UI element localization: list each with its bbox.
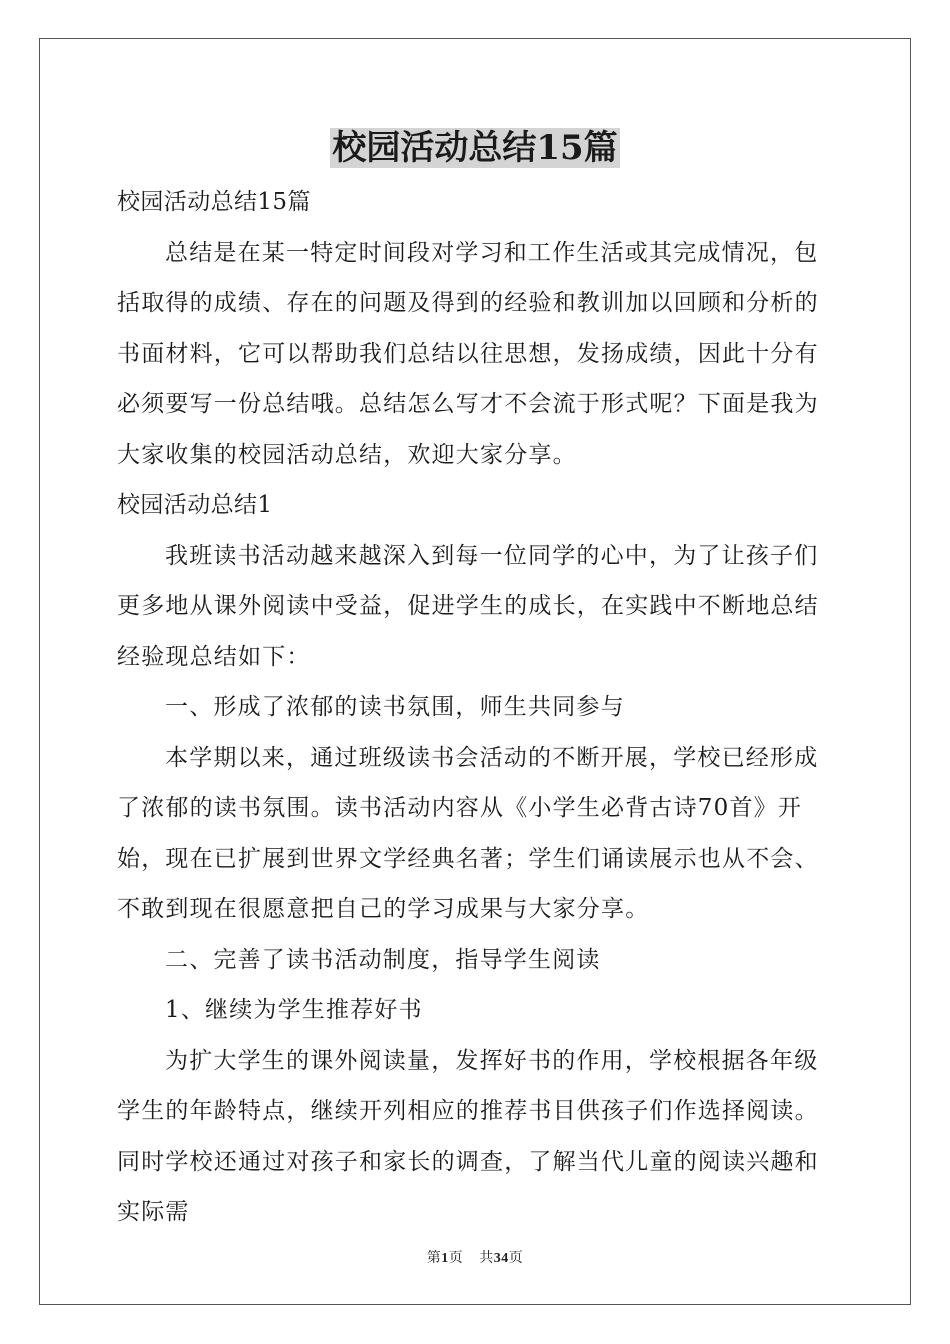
page-footer — [0, 1247, 950, 1267]
document-title-text: 校园活动总结15篇 — [332, 128, 618, 168]
subtitle-paragraph: 校园活动总结15篇 — [117, 189, 311, 215]
page-suffix: 页 — [448, 1251, 464, 1266]
body-paragraph: 本学期以来，通过班级读书会活动的不断开展，学校已经形成了浓郁的读书氛围。读书活动内容从《小学生必背古诗70首》开始，现在已扩展到世界文学经典名著；学生们诵读展示也从不会、不敢到现在很愿意把自己的学习成果与大家分享。 — [117, 744, 819, 922]
total-suffix: 页 — [508, 1251, 524, 1266]
document-body — [117, 177, 833, 1238]
total-pages: 34 — [493, 1251, 509, 1266]
total-prefix: 共 — [479, 1251, 494, 1266]
subheading-paragraph: 一、形成了浓郁的读书氛围，师生共同参与 — [165, 694, 625, 720]
page-number: 1 — [441, 1251, 449, 1266]
intro-paragraph: 总结是在某一特定时间段对学习和工作生活或其完成情况，包括取得的成绩、存在的问题及得到的经验和教训加以回顾和分析的书面材料，它可以帮助我们总结以往思想，发扬成绩，因此十分有必须要写一份总结哦。总结怎么写才不会流于形式呢？下面是我为大家收集的校园活动总结，欢迎大家分享。 — [117, 239, 819, 468]
document-title — [0, 126, 950, 170]
section-heading: 校园活动总结1 — [117, 492, 273, 518]
page-prefix: 第 — [426, 1251, 442, 1266]
body-paragraph: 为扩大学生的课外阅读量，发挥好书的作用，学校根据各年级学生的年龄特点，继续开列相应的推荐书目供孩子们作选择阅读。同时学校还通过对孩子和家长的调查，了解当代儿童的阅读兴趣和实际需 — [117, 1047, 819, 1225]
list-item-heading: 1、继续为学生推荐好书 — [165, 997, 423, 1023]
body-paragraph: 我班读书活动越来越深入到每一位同学的心中，为了让孩子们更多地从课外阅读中受益，促进学生的成长，在实践中不断地总结经验现总结如下： — [117, 542, 819, 670]
subheading-paragraph: 二、完善了读书活动制度，指导学生阅读 — [165, 946, 601, 973]
